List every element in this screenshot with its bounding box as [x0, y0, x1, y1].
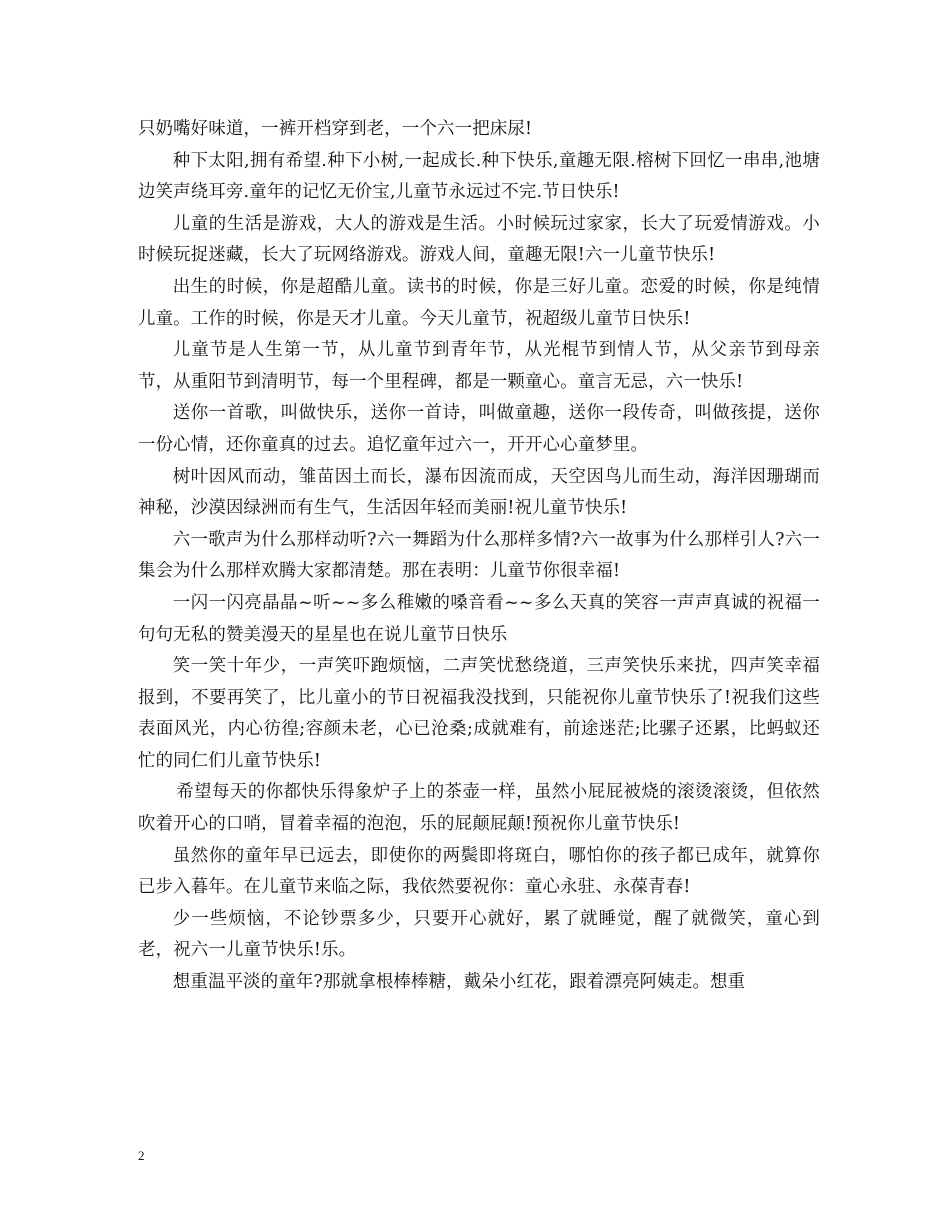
paragraph: 六一歌声为什么那样动听?六一舞蹈为什么那样多情?六一故事为什么那样引人?六一集会为什么那样欢腾大家都清楚。那在表明：儿童节你很幸福!: [138, 529, 820, 582]
paragraph: 只奶嘴好味道，一裤开档穿到老，一个六一把床尿!: [138, 119, 533, 139]
paragraph: 树叶因风而动，雏苗因土而长，瀑布因流而成，天空因鸟儿而生动，海洋因珊瑚而神秘，沙漠因绿洲而有生气，生活因年轻而美丽!祝儿童节快乐!: [138, 466, 820, 519]
document-body: [138, 114, 820, 999]
paragraph: 儿童的生活是游戏，大人的游戏是生活。小时候玩过家家，长大了玩爱情游戏。小时候玩捉迷藏，长大了玩网络游戏。游戏人间，童趣无限!六一儿童节快乐!: [138, 213, 820, 266]
paragraph: 一闪一闪亮晶晶~听~~多么稚嫩的嗓音看~~多么天真的笑容一声声真诚的祝福一句句无私的赞美漫天的星星也在说儿童节日快乐: [138, 592, 820, 645]
page-number: 2: [138, 1148, 145, 1163]
paragraph: 出生的时候，你是超酷儿童。读书的时候，你是三好儿童。恋爱的时候，你是纯情儿童。工作的时候，你是天才儿童。今天儿童节，祝超级儿童节日快乐!: [138, 276, 820, 329]
paragraph: 虽然你的童年早已远去，即使你的两鬓即将斑白，哪怕你的孩子都已成年，就算你已步入暮年。在儿童节来临之际，我依然要祝你：童心永驻、永葆青春!: [138, 845, 820, 898]
paragraph: 儿童节是人生第一节，从儿童节到青年节，从光棍节到情人节，从父亲节到母亲节，从重阳节到清明节，每一个里程碑，都是一颗童心。童言无忌，六一快乐!: [138, 340, 820, 392]
paragraph: 想重温平淡的童年?那就拿根棒棒糖，戴朵小红花，跟着漂亮阿姨走。想重: [172, 972, 746, 993]
paragraph: 希望每天的你都快乐得象炉子上的茶壶一样，虽然小屁屁被烧的滚烫滚烫，但依然吹着开心的口哨，冒着幸福的泡泡，乐的屁颠屁颠!预祝你儿童节快乐!: [138, 782, 820, 835]
paragraph: 少一些烦恼，不论钞票多少，只要开心就好，累了就睡觉，醒了就微笑，童心到老，祝六一儿童节快乐!乐。: [138, 908, 820, 961]
paragraph: 笑一笑十年少，一声笑吓跑烦恼，二声笑忧愁绕道，三声笑快乐来扰，四声笑幸福报到，不要再笑了，比儿童小的节日祝福我没找到，只能祝你儿童节快乐了!祝我们这些表面风光，内心彷徨;容颜未老，心已沧桑;成就难有，前途迷茫;比骡子还累，比蚂蚁还忙的同仁们儿童节快乐!: [138, 656, 820, 771]
paragraph: 送你一首歌，叫做快乐，送你一首诗，叫做童趣，送你一段传奇，叫做孩提，送你一份心情，还你童真的过去。追忆童年过六一，开开心心童梦里。: [138, 403, 820, 455]
paragraph: 种下太阳,拥有希望.种下小树,一起成长.种下快乐,童趣无限.榕树下回忆一串串,池塘边笑声绕耳旁.童年的记忆无价宝,儿童节永远过不完.节日快乐!: [138, 150, 820, 203]
